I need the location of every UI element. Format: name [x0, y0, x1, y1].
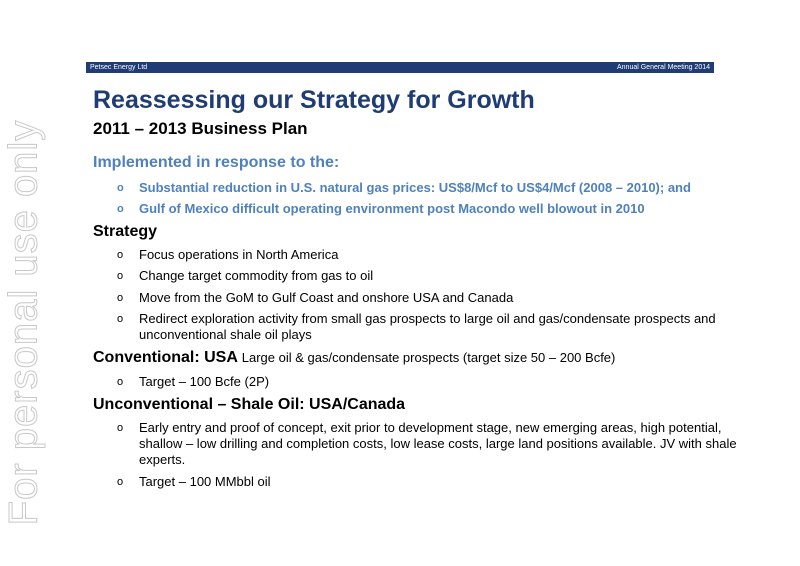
page-title: Reassessing our Strategy for Growth [93, 86, 535, 114]
implemented-heading: Implemented in response to the: [93, 154, 340, 171]
unconventional-item-text: Early entry and proof of concept, exit prior to development stage, new emerging areas, high potential, shallow – low drilling and completion costs, low lease costs, large land positions available. JV with shale experts. [139, 420, 737, 467]
strategy-heading: Strategy [93, 223, 158, 240]
conventional-heading [93, 349, 615, 367]
strategy-item-text: Focus operations in North America [139, 247, 339, 262]
bullet-marker: o [117, 476, 124, 488]
company-name: Petsec Energy Ltd [90, 64, 148, 71]
bullet-marker: o [117, 313, 124, 325]
unconventional-item-text: Target – 100 MMbbl oil [139, 474, 271, 489]
conventional-heading-text: Conventional: USA [93, 349, 238, 366]
conventional-description: Large oil & gas/condensate prospects (target size 50 – 200 Bcfe) [241, 350, 616, 365]
page-subtitle: 2011 – 2013 Business Plan [93, 119, 308, 138]
header-bar [86, 62, 714, 73]
bullet-marker: o [117, 249, 124, 261]
implemented-item-text: Substantial reduction in U.S. natural gas prices: US$8/Mcf to US$4/Mcf (2008 – 2010); and [139, 180, 691, 195]
conventional-item-text: Target – 100 Bcfe (2P) [139, 374, 270, 389]
unconventional-heading: Unconventional – Shale Oil: USA/Canada [93, 396, 406, 413]
watermark-text: For personal use only [1, 119, 46, 526]
strategy-item-text: Change target commodity from gas to oil [139, 268, 374, 283]
bullet-marker: o [117, 422, 124, 434]
event-name: Annual General Meeting 2014 [616, 64, 710, 71]
strategy-item-text: Redirect exploration activity from small gas prospects to large oil and gas/condensate prospects and unconventional shale oil plays [139, 311, 716, 342]
strategy-item-text: Move from the GoM to Gulf Coast and onshore USA and Canada [139, 290, 514, 305]
bullet-marker: o [117, 376, 124, 388]
bullet-marker: o [117, 270, 124, 282]
implemented-item-text: Gulf of Mexico difficult operating environment post Macondo well blowout in 2010 [139, 201, 645, 216]
bullet-marker: o [117, 182, 124, 194]
watermark [1, 90, 46, 555]
bullet-marker: o [117, 292, 124, 304]
bullet-marker: o [117, 203, 124, 215]
